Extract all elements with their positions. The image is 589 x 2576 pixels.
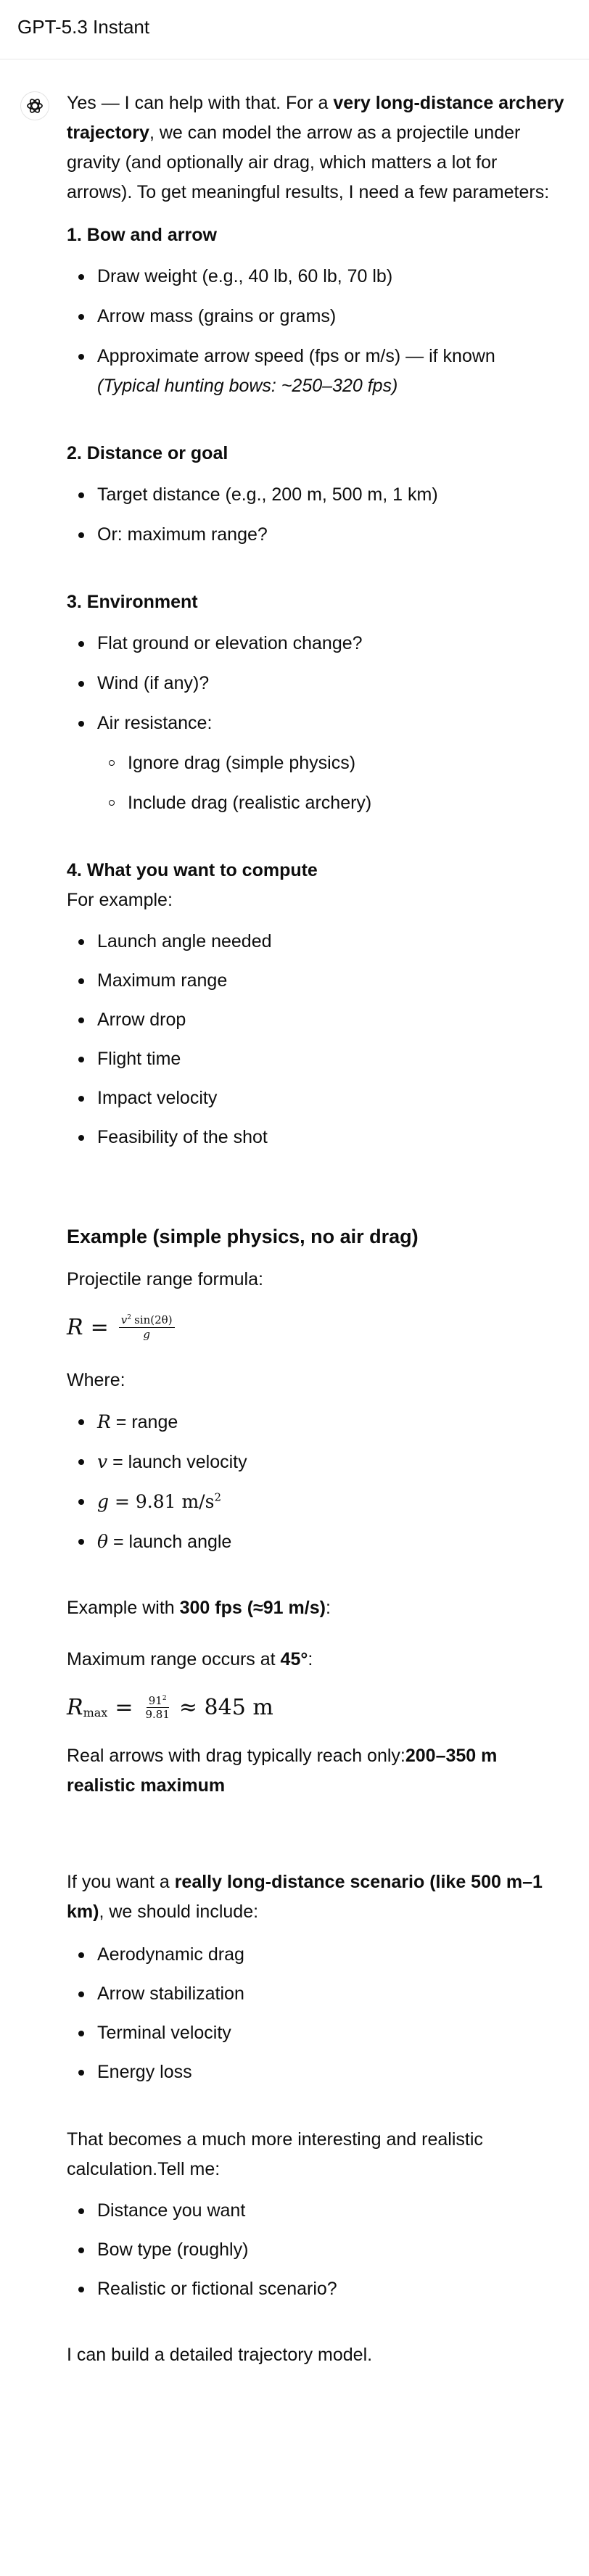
list-item: Flat ground or elevation change? <box>67 629 566 659</box>
list-item: Realistic or fictional scenario? <box>67 2274 566 2304</box>
range-fraction: $\frac{v^2 \sin(2\theta)}{g}$ <box>119 1313 175 1341</box>
example-heading: Example (simple physics, no air drag) <box>67 1226 419 1247</box>
section-heading-compute: 4. What you want to compute <box>67 860 318 880</box>
distance-list <box>67 480 566 550</box>
list-item: Impact velocity <box>67 1083 566 1113</box>
list-item: Arrow stabilization <box>67 1979 566 2009</box>
list-item: Maximum range <box>67 966 566 996</box>
list-item: Include drag (realistic archery) <box>97 788 566 818</box>
speed-example: Example with 300 fps (≈91 m/s): <box>67 1598 331 1618</box>
intro-paragraph: Yes — I can help with that. For a very long-distance archery trajectory, we can model the arrow as a projectile under gravity (and optionally air drag, which matters a lot for arrows). To get meaningful results, I need a few parameters: <box>67 93 564 202</box>
assistant-avatar <box>20 91 49 120</box>
compute-list <box>67 927 566 1152</box>
section-heading-distance: 2. Distance or goal <box>67 443 228 463</box>
model-selector[interactable]: GPT-5.3 Instant <box>17 16 150 38</box>
assistant-message <box>67 88 566 2370</box>
list-item: R = range <box>67 1407 566 1437</box>
list-item: Wind (if any)? <box>67 669 566 698</box>
list-item: Energy loss <box>67 2057 566 2087</box>
formula-label: Projectile range formula: <box>67 1269 263 1289</box>
max-range-formula: R $_{max}$ = $\frac{91^2}{9.81}$ ≈ 845 m <box>67 1693 273 1721</box>
list-item: θ = launch angle <box>67 1527 566 1557</box>
where-label: Where: <box>67 1370 125 1390</box>
list-item: Distance you want <box>67 2196 566 2226</box>
openai-logo-icon <box>25 96 44 115</box>
drag-options-list <box>97 748 566 818</box>
bow-list <box>67 262 566 401</box>
list-item: v = launch velocity <box>67 1447 566 1477</box>
compute-lead: For example: <box>67 890 173 910</box>
list-item: Target distance (e.g., 200 m, 500 m, 1 km) <box>67 480 566 510</box>
list-item: g = 9.81 $m/s^2$ <box>67 1487 566 1517</box>
section-heading-environment: 3. Environment <box>67 592 198 612</box>
range-formula: R = $\frac{v^2 \sin(2\theta)}{g}$ <box>67 1310 566 1344</box>
list-item: Flight time <box>67 1044 566 1074</box>
list-item: Air resistance: Ignore drag (simple physics) Include drag (realistic archery) <box>67 709 566 818</box>
list-item: Aerodynamic drag <box>67 1940 566 1970</box>
long-distance-intro: If you want a really long-distance scenario (like 500 m–1 km), we should include: <box>67 1872 543 1922</box>
list-item: Ignore drag (simple physics) <box>97 748 566 778</box>
max-range-fraction: $\frac{91^2}{9.81}$ <box>145 1693 170 1721</box>
max-angle-text: Maximum range occurs at 45°: <box>67 1649 313 1669</box>
list-item: Bow type (roughly) <box>67 2235 566 2265</box>
definitions-list <box>67 1407 566 1557</box>
section-heading-bow: 1. Bow and arrow <box>67 225 217 245</box>
list-item: Draw weight (e.g., 40 lb, 60 lb, 70 lb) <box>67 262 566 292</box>
ask-list <box>67 2196 566 2304</box>
list-item: Arrow drop <box>67 1005 566 1035</box>
list-item: Feasibility of the shot <box>67 1123 566 1152</box>
closing-text: I can build a detailed trajectory model. <box>67 2345 373 2365</box>
ask-lead: That becomes a much more interesting and realistic calculation.Tell me: <box>67 2129 483 2179</box>
list-item: Launch angle needed <box>67 927 566 957</box>
top-bar <box>0 0 589 59</box>
list-item: Approximate arrow speed (fps or m/s) — if known (Typical hunting bows: ~250–320 fps) <box>67 342 566 401</box>
list-item: Arrow mass (grains or grams) <box>67 302 566 331</box>
long-distance-list <box>67 1940 566 2087</box>
environment-list <box>67 629 566 818</box>
realistic-range-text: Real arrows with drag typically reach only:200–350 m realistic maximum <box>67 1746 498 1796</box>
list-item: Terminal velocity <box>67 2018 566 2048</box>
list-item: Or: maximum range? <box>67 520 566 550</box>
